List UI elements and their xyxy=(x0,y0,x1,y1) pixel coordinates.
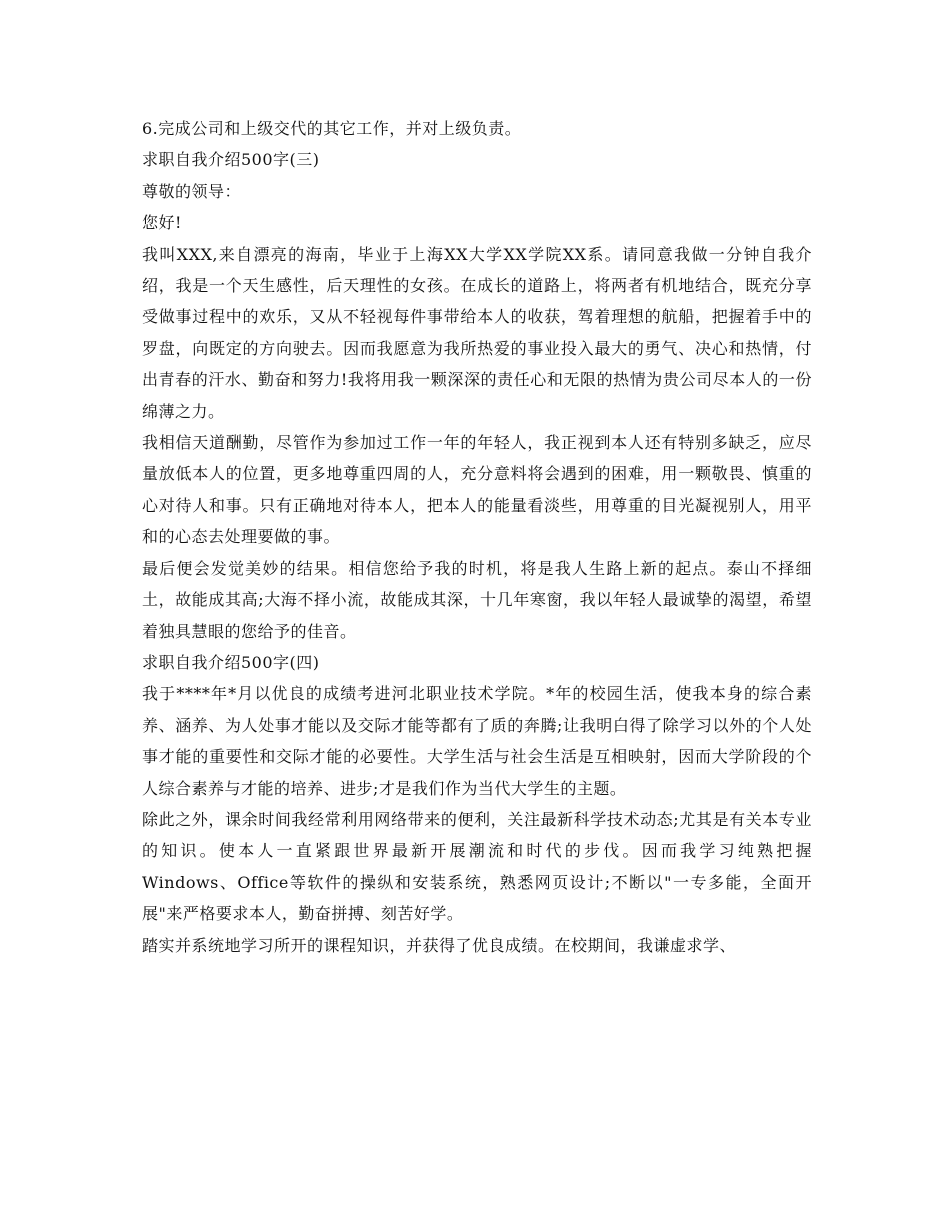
paragraph-college-life: 我于****年*月以优良的成绩考进河北职业技术学院。*年的校园生活，使我本身的综合素养、涵养、为人处事才能以及交际才能等都有了质的奔腾;让我明白得了除学习以外的个人处事才能的重要性和交际才能的必要性。大学生活与社会生活是互相映射，因而大学阶段的个人综合素养与才能的培养、进步;才是我们作为当代大学生的主题。 xyxy=(142,684,812,798)
paragraph-introduction: 我叫XXX,来自漂亮的海南，毕业于上海XX大学XX学院XX系。请同意我做一分钟自我介绍，我是一个天生感性，后天理性的女孩。在成长的道路上，将两者有机地结合，既充分享受做事过程中的欢乐，又从不轻视每件事带给本人的收获，驾着理想的航船，把握着手中的罗盘，向既定的方向驶去。因而我愿意为我所热爱的事业投入最大的勇气、决心和热情，付出青春的汗水、勤奋和努力!我将用我一颗深深的责任心和无限的热情为贵公司尽本人的一份绵薄之力。 xyxy=(142,244,812,421)
paragraph-attitude: 我相信天道酬勤，尽管作为参加过工作一年的年轻人，我正视到本人还有特别多缺乏，应尽量放低本人的位置，更多地尊重四周的人，充分意料将会遇到的困难，用一颗敬畏、慎重的心对待人和事。只有正确地对待本人，把本人的能量看淡些，用尊重的目光凝视别人，用平和的心态去处理要做的事。 xyxy=(142,433,812,547)
section-heading-3: 求职自我介绍500字(三) xyxy=(142,150,320,170)
document-body xyxy=(142,113,812,961)
paragraph-closing: 最后便会发觉美妙的结果。相信您给予我的时机，将是我人生路上新的起点。泰山不择细土，故能成其高;大海不择小流，故能成其深，十几年寒窗，我以年轻人最诚挚的渴望，希望着独具慧眼的您给予的佳音。 xyxy=(142,558,812,641)
paragraph-task-6: 6.完成公司和上级交代的其它工作，并对上级负责。 xyxy=(142,119,522,138)
greeting: 您好! xyxy=(142,213,182,233)
paragraph-study: 踏实并系统地学习所开的课程知识，并获得了优良成绩。在校期间，我谦虚求学、 xyxy=(142,935,737,955)
salutation: 尊敬的领导： xyxy=(142,181,242,201)
paragraph-skills: 除此之外，课余时间我经常利用网络带来的便利，关注最新科学技术动态;尤其是有关本专业的知识。使本人一直紧跟世界最新开展潮流和时代的步伐。因而我学习纯熟把握Windows、Office等软件的操纵和安装系统，熟悉网页设计;不断以"一专多能，全面开展"来严格要求本人，勤奋拼搏、刻苦好学。 xyxy=(142,809,812,924)
section-heading-4: 求职自我介绍500字(四) xyxy=(142,652,320,672)
